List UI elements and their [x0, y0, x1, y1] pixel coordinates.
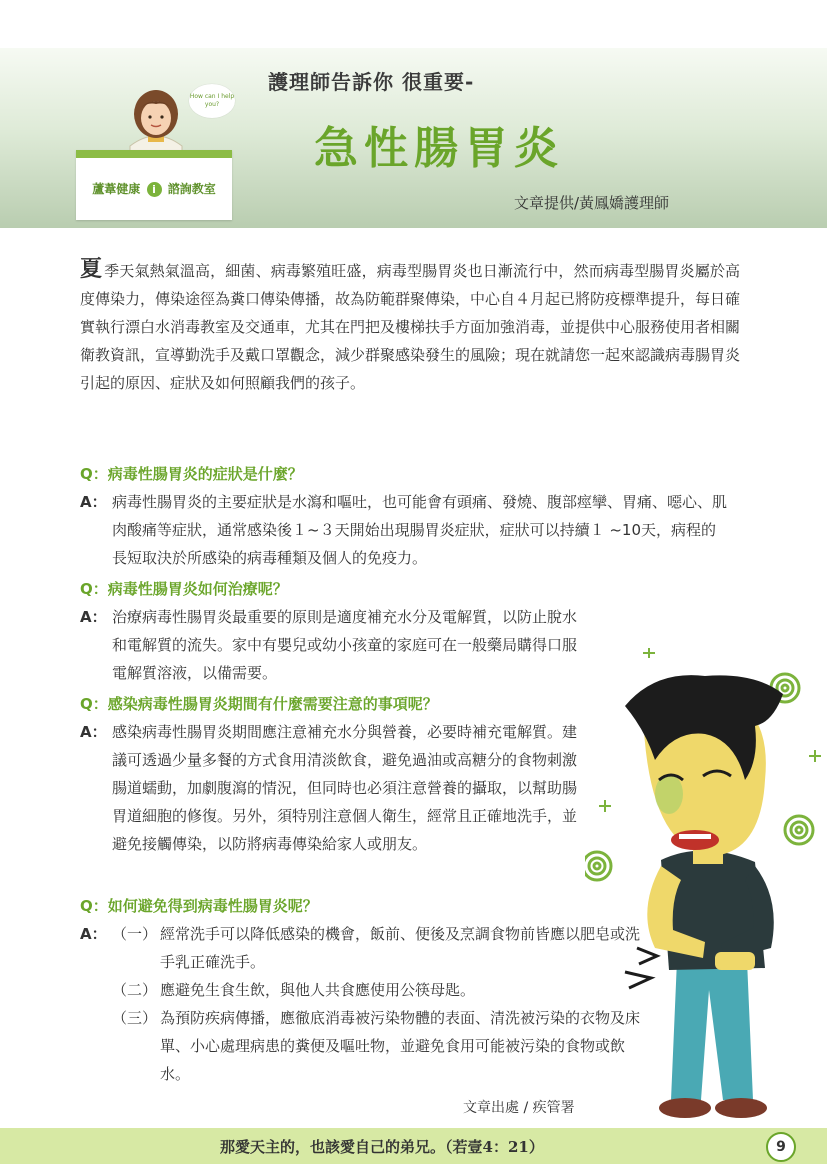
pain-lines-icon	[625, 948, 657, 988]
intro-text: 季天氣熱氣溫高，細菌、病毒繁殖旺盛，病毒型腸胃炎也日漸流行中，然而病毒型腸胃炎屬於高度傳染力，傳染途徑為糞口傳染傳播，故為防範群聚傳染，中心自４月起已將防疫標準提升，每日確實執行漂白水消毒教室及交通車，尤其在門把及樓梯扶手方面加強消毒，並提供中心服務使用者相關衛教資訊，宣導勤洗手及戴口罩觀念，減少群聚感染發生的風險；現在就請您一起來認識病毒腸胃炎引起的原因、症狀及如何照顧我們的孩子。	[80, 262, 741, 392]
list-item-text: 為預防疾病傳播，應徹底消毒被污染物體的表面、清洗被污染的衣物及床單、小心處理病患的糞便及嘔吐物，並避免食用可能被污染的食物或飲水。	[160, 1009, 641, 1083]
sign-right-text: 諮詢教室	[167, 182, 216, 196]
info-icon: i	[147, 182, 162, 197]
footer-verse: 那愛天主的，也該愛自己的弟兄。（若壹4：21）	[220, 1138, 544, 1156]
page-subtitle: 護理師告訴你 很重要-	[268, 70, 475, 94]
answer-1	[80, 488, 730, 572]
list-item-number: （二）	[112, 981, 158, 999]
question-1: Q：病毒性腸胃炎的症狀是什麼？	[80, 465, 303, 483]
answer-label: A：	[80, 925, 107, 943]
qa-block-3	[80, 690, 585, 858]
consultation-sign	[76, 150, 232, 220]
answer-label: A：	[80, 723, 107, 741]
question-3: Q：感染病毒性腸胃炎期間有什麼需要注意的事項呢？	[80, 695, 438, 713]
answer-1-text: 病毒性腸胃炎的主要症狀是水瀉和嘔吐，也可能會有頭痛、發燒、腹部痙攣、胃痛、噁心、肌肉酸痛等症狀，通常感染後１~３天開始出現腸胃炎症狀，症狀可以持續１ ~10天，病程的長短取決於所感染的病毒種類及個人的免疫力。	[112, 493, 728, 567]
question-4: Q：如何避免得到病毒性腸胃炎呢？	[80, 897, 318, 915]
list-item	[112, 1004, 640, 1088]
list-item-number: （一）	[112, 925, 158, 943]
answer-label: A：	[80, 493, 107, 511]
question-2: Q：病毒性腸胃炎如何治療呢？	[80, 580, 288, 598]
spiral-icon	[585, 852, 611, 880]
list-item-text: 應避免生食生飲，與他人共食應使用公筷母匙。	[160, 981, 476, 999]
page-footer	[0, 1128, 827, 1164]
sign-text	[76, 180, 232, 197]
qa-block-2	[80, 575, 580, 687]
list-item	[112, 920, 640, 976]
sign-left-text: 蘆葦健康	[92, 182, 141, 196]
qa-block-1	[80, 460, 728, 572]
answer-4-list	[112, 920, 640, 1088]
answer-3	[80, 718, 585, 858]
answer-3-text: 感染病毒性腸胃炎期間應注意補充水分與營養，必要時補充電解質。建議可透過少量多餐的方式食用清淡飲食，避免過油或高糖分的食物刺激腸道蠕動，加劇腹瀉的情況，但同時也必須注意營養的攝取，以幫助腸胃道細胞的修復。另外，須特別注意個人衛生，經常且正確地洗手，並避免接觸傳染，以防將病毒傳染給家人或朋友。	[112, 723, 578, 853]
drop-cap: 夏	[80, 257, 103, 282]
article-source: 文章出處 / 疾管署	[463, 1100, 575, 1116]
author-credit: 文章提供/黃鳳嬌護理師	[514, 194, 670, 212]
qa-block-4	[80, 892, 640, 1088]
bubble-text: How can I help you?	[189, 93, 235, 108]
nurse-illustration	[120, 86, 192, 156]
intro-paragraph	[80, 256, 740, 397]
answer-label: A：	[80, 608, 107, 626]
answer-2-text: 治療病毒性腸胃炎最重要的原則是適度補充水分及電解質，以防止脫水和電解質的流失。家中有嬰兒或幼小孩童的家庭可在一般藥局購得口服電解質溶液，以備需要。	[112, 608, 578, 682]
list-item	[112, 976, 640, 1004]
spiral-icon	[785, 816, 813, 844]
sick-man-illustration	[585, 630, 827, 1128]
answer-4	[80, 920, 640, 1088]
speech-bubble	[189, 84, 235, 118]
answer-2	[80, 603, 580, 687]
page-number: 9	[766, 1132, 796, 1162]
list-item-text: 經常洗手可以降低感染的機會，飯前、便後及烹調食物前皆應以肥皂或洗手乳正確洗手。	[160, 925, 641, 971]
list-item-number: （三）	[112, 1009, 158, 1027]
page-title: 急性腸胃炎	[314, 123, 564, 174]
